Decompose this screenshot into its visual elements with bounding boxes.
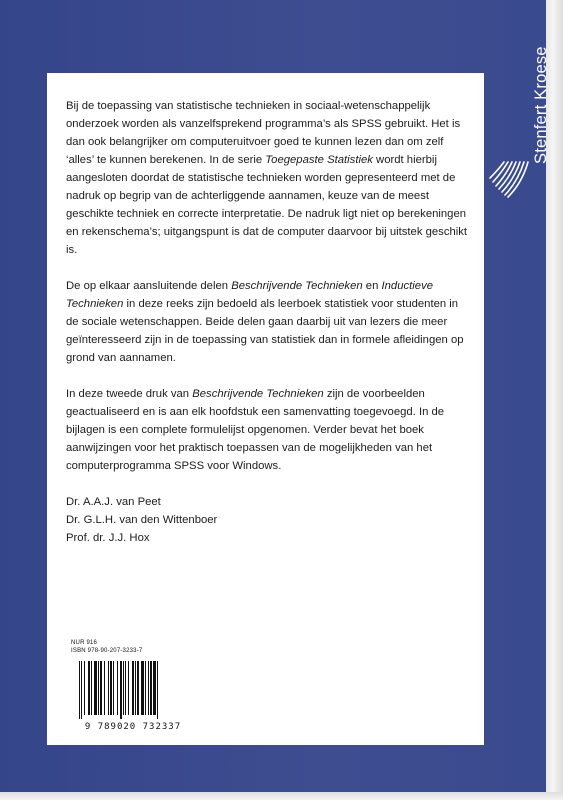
publisher-logo-icon xyxy=(484,100,546,240)
barcode-number: 9 789020 732337 xyxy=(84,722,182,732)
paragraph-1-series-title: Toegepaste Statistiek xyxy=(265,154,373,166)
paragraph-2-text-b: en xyxy=(362,280,382,292)
paragraph-2-text-c: in deze reeks zijn bedoeld als leerboek statistiek voor studenten in de sociale wetenschappen. Beide delen gaan daarbij uit van lezers die meer geïnteresseerd zijn in de toepassing van statistiek dan in formele afleidingen op grond van aannamen. xyxy=(66,298,464,364)
author-list xyxy=(66,493,468,547)
page-edge-bottom xyxy=(0,792,563,800)
paragraph-3-text-a: In deze tweede druk van xyxy=(66,388,193,400)
blurb xyxy=(66,97,468,547)
paragraph-1-text-b: wordt hierbij aangesloten doordat de statistische technieken worden gepresenteerd met de nadruk op begrip van de achterliggende aannamen, keuze van de meest geschikte techniek en correcte interpretatie. De nadruk ligt niet op berekeningen en rekenschema’s; uitgangspunt is dat de computer daarvoor bij uitstek geschikt is. xyxy=(66,154,468,256)
publisher-label: Stenfert Kroese xyxy=(532,46,550,164)
barcode-block xyxy=(71,639,195,733)
paragraph-1 xyxy=(66,97,468,259)
paragraph-3-title: Beschrijvende Technieken xyxy=(192,388,324,400)
author: Prof. dr. J.J. Hox xyxy=(66,532,150,544)
isbn-code: ISBN 978-90-207-3233-7 xyxy=(71,648,143,654)
nur-code: NUR 916 xyxy=(71,640,98,646)
paragraph-2-text-a: De op elkaar aansluitende delen xyxy=(66,280,232,292)
paragraph-3 xyxy=(66,385,468,475)
barcode-image xyxy=(77,661,189,719)
paragraph-1-text-a: Bij de toepassing van statistische technieken in sociaal-wetenschappelijk onderzoek worden als vanzelfsprekend programma’s als SPSS gebruikt. Het is dan ook belangrijker om computeruitvoer goed te kunnen lezen dan om zelf ‘alles’ te kunnen berekenen. In de serie xyxy=(66,100,461,166)
author: Dr. G.L.H. van den Wittenboer xyxy=(66,514,218,526)
paragraph-2 xyxy=(66,277,468,367)
paragraph-3-text-b: zijn de voorbeelden geactualiseerd en is aan elk hoofdstuk een samenvatting toegevoegd. In de bijlagen is een complete formulelijst opgenomen. Verder bevat het boek aanwijzingen voor het praktisch toepassen van de mogelijkheden van het computerprogramma SPSS voor Windows. xyxy=(66,388,445,472)
paragraph-2-title-1: Beschrijvende Technieken xyxy=(231,280,363,292)
paragraph-2-title-2: Inductieve Technieken xyxy=(66,280,433,310)
text-panel xyxy=(47,73,484,745)
author: Dr. A.A.J. van Peet xyxy=(66,496,161,508)
